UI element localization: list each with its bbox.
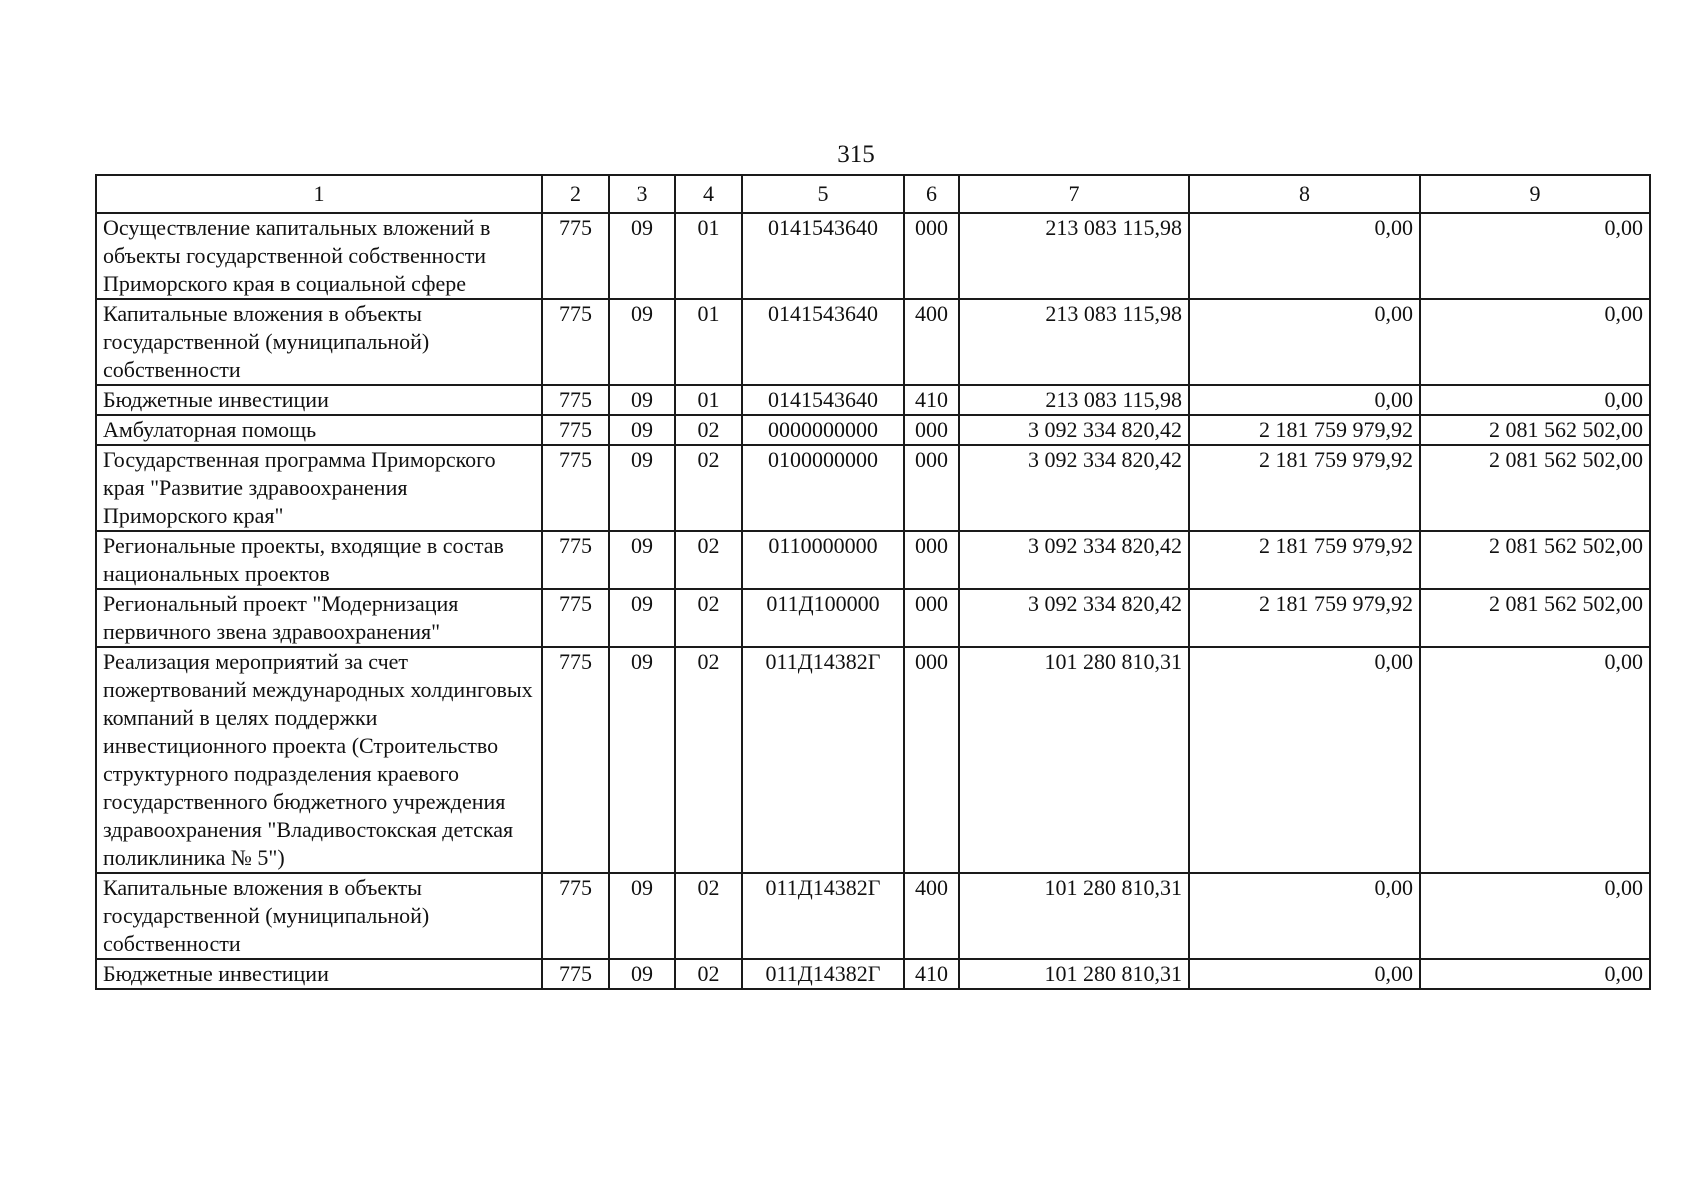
grbs-code: 775 xyxy=(542,959,609,989)
amount-col-8: 0,00 xyxy=(1189,959,1420,989)
column-header: 5 xyxy=(742,175,904,213)
grbs-code: 775 xyxy=(542,445,609,531)
target-article-code: 0141543640 xyxy=(742,213,904,299)
amount-col-7: 101 280 810,31 xyxy=(959,959,1189,989)
grbs-code: 775 xyxy=(542,415,609,445)
section-code: 09 xyxy=(609,589,675,647)
section-code: 09 xyxy=(609,415,675,445)
target-article-code: 0100000000 xyxy=(742,445,904,531)
item-name: Бюджетные инвестиции xyxy=(96,959,542,989)
expense-type-code: 000 xyxy=(904,647,959,873)
item-name: Региональные проекты, входящие в состав национальных проектов xyxy=(96,531,542,589)
subsection-code: 01 xyxy=(675,385,742,415)
grbs-code: 775 xyxy=(542,213,609,299)
item-name: Реализация мероприятий за счет пожертвований международных холдинговых компаний в целях поддержки инвестиционного проекта (Строительство структурного подразделения краевого государственного бюджетного учреждения здравоохранения "Владивостокская детская поликлиника № 5") xyxy=(96,647,542,873)
budget-table xyxy=(95,174,1651,990)
grbs-code: 775 xyxy=(542,299,609,385)
page-number: 315 xyxy=(837,141,875,168)
table-row xyxy=(96,385,1650,415)
table-row xyxy=(96,531,1650,589)
item-name: Бюджетные инвестиции xyxy=(96,385,542,415)
table-row xyxy=(96,589,1650,647)
subsection-code: 02 xyxy=(675,531,742,589)
amount-col-8: 0,00 xyxy=(1189,385,1420,415)
target-article-code: 0141543640 xyxy=(742,299,904,385)
item-name: Капитальные вложения в объекты государственной (муниципальной) собственности xyxy=(96,873,542,959)
column-header: 8 xyxy=(1189,175,1420,213)
amount-col-7: 3 092 334 820,42 xyxy=(959,589,1189,647)
column-header: 7 xyxy=(959,175,1189,213)
amount-col-8: 0,00 xyxy=(1189,647,1420,873)
table-row xyxy=(96,445,1650,531)
expense-type-code: 000 xyxy=(904,589,959,647)
grbs-code: 775 xyxy=(542,873,609,959)
amount-col-7: 101 280 810,31 xyxy=(959,647,1189,873)
expense-type-code: 000 xyxy=(904,415,959,445)
section-code: 09 xyxy=(609,873,675,959)
amount-col-7: 101 280 810,31 xyxy=(959,873,1189,959)
target-article-code: 011Д14382Г xyxy=(742,647,904,873)
target-article-code: 011Д100000 xyxy=(742,589,904,647)
subsection-code: 02 xyxy=(675,415,742,445)
amount-col-8: 0,00 xyxy=(1189,873,1420,959)
expense-type-code: 000 xyxy=(904,445,959,531)
grbs-code: 775 xyxy=(542,385,609,415)
expense-type-code: 400 xyxy=(904,873,959,959)
item-name: Осуществление капитальных вложений в объекты государственной собственности Приморского края в социальной сфере xyxy=(96,213,542,299)
table-row xyxy=(96,873,1650,959)
item-name: Государственная программа Приморского края "Развитие здравоохранения Приморского края" xyxy=(96,445,542,531)
target-article-code: 0110000000 xyxy=(742,531,904,589)
amount-col-9: 0,00 xyxy=(1420,647,1650,873)
target-article-code: 0000000000 xyxy=(742,415,904,445)
column-header: 1 xyxy=(96,175,542,213)
amount-col-9: 2 081 562 502,00 xyxy=(1420,445,1650,531)
section-code: 09 xyxy=(609,385,675,415)
subsection-code: 02 xyxy=(675,873,742,959)
subsection-code: 02 xyxy=(675,589,742,647)
section-code: 09 xyxy=(609,213,675,299)
section-code: 09 xyxy=(609,531,675,589)
table-row xyxy=(96,647,1650,873)
expense-type-code: 400 xyxy=(904,299,959,385)
section-code: 09 xyxy=(609,299,675,385)
amount-col-9: 0,00 xyxy=(1420,959,1650,989)
amount-col-8: 2 181 759 979,92 xyxy=(1189,531,1420,589)
column-number-row xyxy=(96,175,1650,213)
amount-col-7: 213 083 115,98 xyxy=(959,385,1189,415)
expense-type-code: 000 xyxy=(904,213,959,299)
amount-col-9: 0,00 xyxy=(1420,299,1650,385)
amount-col-9: 2 081 562 502,00 xyxy=(1420,531,1650,589)
table-row xyxy=(96,299,1650,385)
subsection-code: 01 xyxy=(675,299,742,385)
column-header: 4 xyxy=(675,175,742,213)
amount-col-7: 213 083 115,98 xyxy=(959,299,1189,385)
amount-col-9: 2 081 562 502,00 xyxy=(1420,415,1650,445)
table-row xyxy=(96,959,1650,989)
amount-col-9: 0,00 xyxy=(1420,213,1650,299)
grbs-code: 775 xyxy=(542,647,609,873)
amount-col-9: 0,00 xyxy=(1420,385,1650,415)
item-name: Региональный проект "Модернизация первичного звена здравоохранения" xyxy=(96,589,542,647)
amount-col-7: 3 092 334 820,42 xyxy=(959,445,1189,531)
amount-col-8: 0,00 xyxy=(1189,213,1420,299)
grbs-code: 775 xyxy=(542,589,609,647)
column-header: 9 xyxy=(1420,175,1650,213)
section-code: 09 xyxy=(609,647,675,873)
amount-col-8: 2 181 759 979,92 xyxy=(1189,415,1420,445)
expense-type-code: 410 xyxy=(904,385,959,415)
amount-col-8: 2 181 759 979,92 xyxy=(1189,589,1420,647)
amount-col-9: 0,00 xyxy=(1420,873,1650,959)
subsection-code: 02 xyxy=(675,647,742,873)
item-name: Амбулаторная помощь xyxy=(96,415,542,445)
section-code: 09 xyxy=(609,445,675,531)
subsection-code: 02 xyxy=(675,445,742,531)
amount-col-7: 213 083 115,98 xyxy=(959,213,1189,299)
subsection-code: 02 xyxy=(675,959,742,989)
amount-col-9: 2 081 562 502,00 xyxy=(1420,589,1650,647)
grbs-code: 775 xyxy=(542,531,609,589)
amount-col-8: 2 181 759 979,92 xyxy=(1189,445,1420,531)
section-code: 09 xyxy=(609,959,675,989)
target-article-code: 011Д14382Г xyxy=(742,873,904,959)
amount-col-8: 0,00 xyxy=(1189,299,1420,385)
expense-type-code: 000 xyxy=(904,531,959,589)
table-row xyxy=(96,213,1650,299)
item-name: Капитальные вложения в объекты государственной (муниципальной) собственности xyxy=(96,299,542,385)
column-header: 6 xyxy=(904,175,959,213)
column-header: 2 xyxy=(542,175,609,213)
amount-col-7: 3 092 334 820,42 xyxy=(959,415,1189,445)
amount-col-7: 3 092 334 820,42 xyxy=(959,531,1189,589)
subsection-code: 01 xyxy=(675,213,742,299)
table-row xyxy=(96,415,1650,445)
target-article-code: 0141543640 xyxy=(742,385,904,415)
expense-type-code: 410 xyxy=(904,959,959,989)
target-article-code: 011Д14382Г xyxy=(742,959,904,989)
column-header: 3 xyxy=(609,175,675,213)
